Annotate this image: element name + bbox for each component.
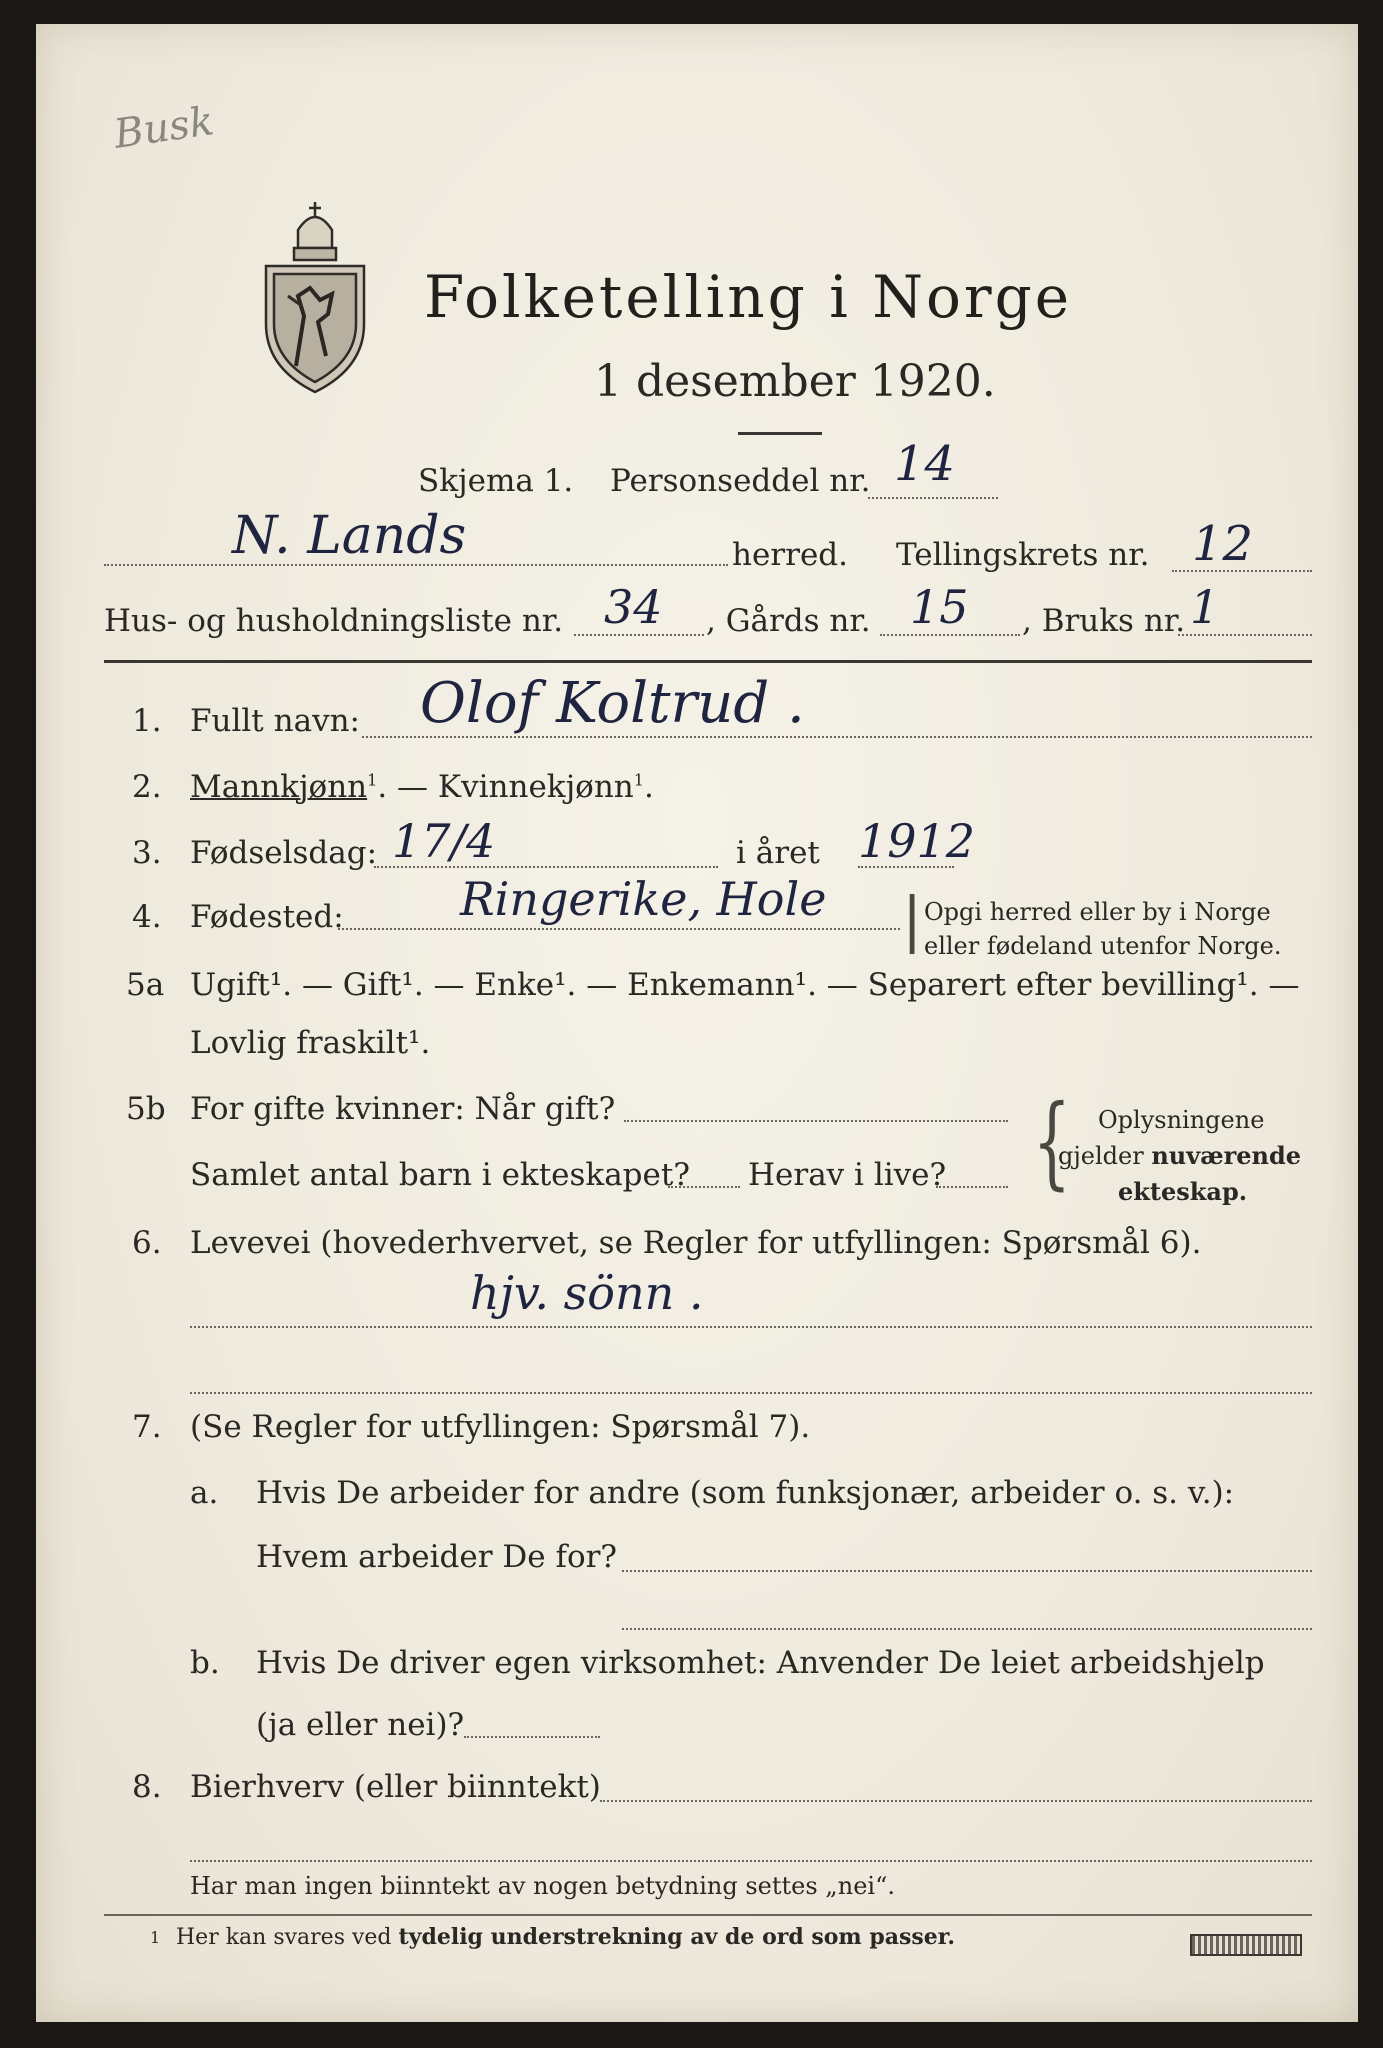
- bruks-field: [1178, 634, 1312, 636]
- q5b-label-children: Samlet antal barn i ekteskapet?: [190, 1157, 690, 1193]
- husliste-value: 34: [604, 580, 663, 634]
- q5b-children-field: [668, 1186, 740, 1188]
- gards-value: 15: [910, 580, 969, 634]
- herred-value: N. Lands: [232, 506, 467, 566]
- q5b-alive-field: [936, 1186, 1008, 1188]
- tellingskrets-label: Tellingskrets nr.: [896, 537, 1150, 573]
- footnote-divider: [104, 1914, 1312, 1916]
- q6-value: hjv. sönn .: [470, 1266, 704, 1320]
- q4-value: Ringerike, Hole: [460, 872, 827, 926]
- census-date: 1 desember 1920.: [594, 356, 996, 407]
- q5a-options-line2: Lovlig fraskilt¹.: [190, 1025, 431, 1061]
- q1-value: Olof Koltrud .: [420, 671, 805, 736]
- margin-note: Busk: [111, 98, 217, 158]
- q5b-brace: {: [1032, 1083, 1071, 1200]
- q5b-note-current: nuværende: [1151, 1141, 1302, 1170]
- q1-number: 1.: [132, 703, 162, 739]
- q7-number: 7.: [132, 1409, 162, 1445]
- q4-label: Fødested:: [190, 899, 344, 935]
- skjema-label: Skjema 1.: [418, 463, 574, 499]
- q7a-field-1: [622, 1570, 1312, 1572]
- footnote-number: 1: [150, 1928, 161, 1947]
- q1-label: Fullt navn:: [190, 703, 360, 739]
- q2-number: 2.: [132, 769, 162, 805]
- q3-number: 3.: [132, 835, 162, 871]
- q4-brace: |: [902, 885, 923, 955]
- q7a-text: Hvis De arbeider for andre (som funksjonær, arbeider o. s. v.):: [256, 1475, 1235, 1511]
- q1-field: [362, 736, 1312, 738]
- bruks-value: 1: [1190, 580, 1220, 634]
- q5b-label-alive: Herav i live?: [748, 1157, 947, 1193]
- q8-number: 8.: [132, 1769, 162, 1805]
- q3-year-value: 1912: [858, 814, 976, 868]
- q3-day-value: 17/4: [392, 814, 496, 868]
- q5a-options-line1: Ugift¹. — Gift¹. — Enke¹. — Enkemann¹. — Separert efter bevilling¹. —: [190, 967, 1300, 1003]
- q2-end: .: [643, 769, 654, 805]
- q3-label: Fødselsdag:: [190, 835, 378, 871]
- personseddel-value: 14: [894, 436, 956, 492]
- q5b-note-line2: [1058, 1141, 1302, 1170]
- q4-field: [338, 928, 900, 930]
- coat-of-arms-icon: [258, 196, 372, 396]
- tellingskrets-value: 12: [1192, 516, 1254, 572]
- footer-note: Har man ingen biinntekt av nogen betydning settes „nei“.: [190, 1872, 895, 1900]
- q7b-question: (ja eller nei)?: [256, 1707, 465, 1743]
- q8-field-2: [190, 1860, 1312, 1862]
- personseddel-field: [868, 497, 998, 499]
- husliste-field: [574, 634, 704, 636]
- q2-sex-options: [190, 769, 654, 805]
- q2-dash: . —: [377, 769, 429, 805]
- q5b-label-married-when: For gifte kvinner: Når gift?: [190, 1091, 616, 1127]
- q5b-number: 5b: [126, 1091, 166, 1127]
- q4-note-line1: Opgi herred eller by i Norge: [924, 898, 1271, 926]
- q2-footnote-mark-2: 1: [633, 770, 644, 790]
- q7b-text: Hvis De driver egen virksomhet: Anvender De leiet arbeidshjelp: [256, 1645, 1265, 1681]
- q6-field-1: [190, 1326, 1312, 1328]
- gards-field: [880, 634, 1020, 636]
- footnote-text-b: tydelig understrekning av de ord som passer.: [398, 1924, 956, 1950]
- title-divider: [738, 432, 822, 435]
- q7-label: (Se Regler for utfyllingen: Spørsmål 7).: [190, 1409, 811, 1445]
- q5b-note-line1: Oplysningene: [1098, 1106, 1265, 1134]
- q7a-marker: a.: [190, 1475, 219, 1511]
- q6-label: Levevei (hovederhvervet, se Regler for utfyllingen: Spørsmål 6).: [190, 1225, 1202, 1261]
- q8-field-1: [600, 1800, 1312, 1802]
- q5b-married-field: [624, 1120, 1008, 1122]
- footnote-text: [176, 1926, 955, 1949]
- q8-label: Bierhverv (eller biinntekt): [190, 1769, 601, 1805]
- q3-year-label: i året: [736, 835, 820, 871]
- printer-stamp-icon: [1190, 1934, 1302, 1956]
- q6-number: 6.: [132, 1225, 162, 1261]
- q7b-field: [464, 1736, 600, 1738]
- q6-field-2: [190, 1392, 1312, 1394]
- herred-label: herred.: [732, 537, 848, 573]
- q5b-note-gjelder: gjelder: [1058, 1142, 1152, 1170]
- q5a-number: 5a: [126, 967, 165, 1003]
- bruks-label: , Bruks nr.: [1022, 603, 1186, 639]
- q7a-field-2: [622, 1628, 1312, 1630]
- header-divider: [104, 660, 1312, 663]
- form-title: Folketelling i Norge: [424, 263, 1073, 331]
- footnote-text-a: Her kan svares ved: [176, 1925, 399, 1950]
- q7a-question: Hvem arbeider De for?: [256, 1539, 618, 1575]
- husliste-label: Hus- og husholdningsliste nr.: [104, 603, 564, 639]
- q4-note-line2: eller fødeland utenfor Norge.: [924, 932, 1282, 960]
- personseddel-label: Personseddel nr.: [610, 463, 871, 499]
- q2-footnote-mark-1: 1: [367, 770, 378, 790]
- q7b-marker: b.: [190, 1645, 220, 1681]
- q4-number: 4.: [132, 899, 162, 935]
- q2-mann-option: Mannkjønn: [190, 769, 368, 805]
- q2-kvinne-option: Kvinnekjønn: [437, 769, 634, 805]
- gards-label: , Gårds nr.: [706, 603, 871, 639]
- q5b-note-line3: ekteskap.: [1118, 1177, 1248, 1206]
